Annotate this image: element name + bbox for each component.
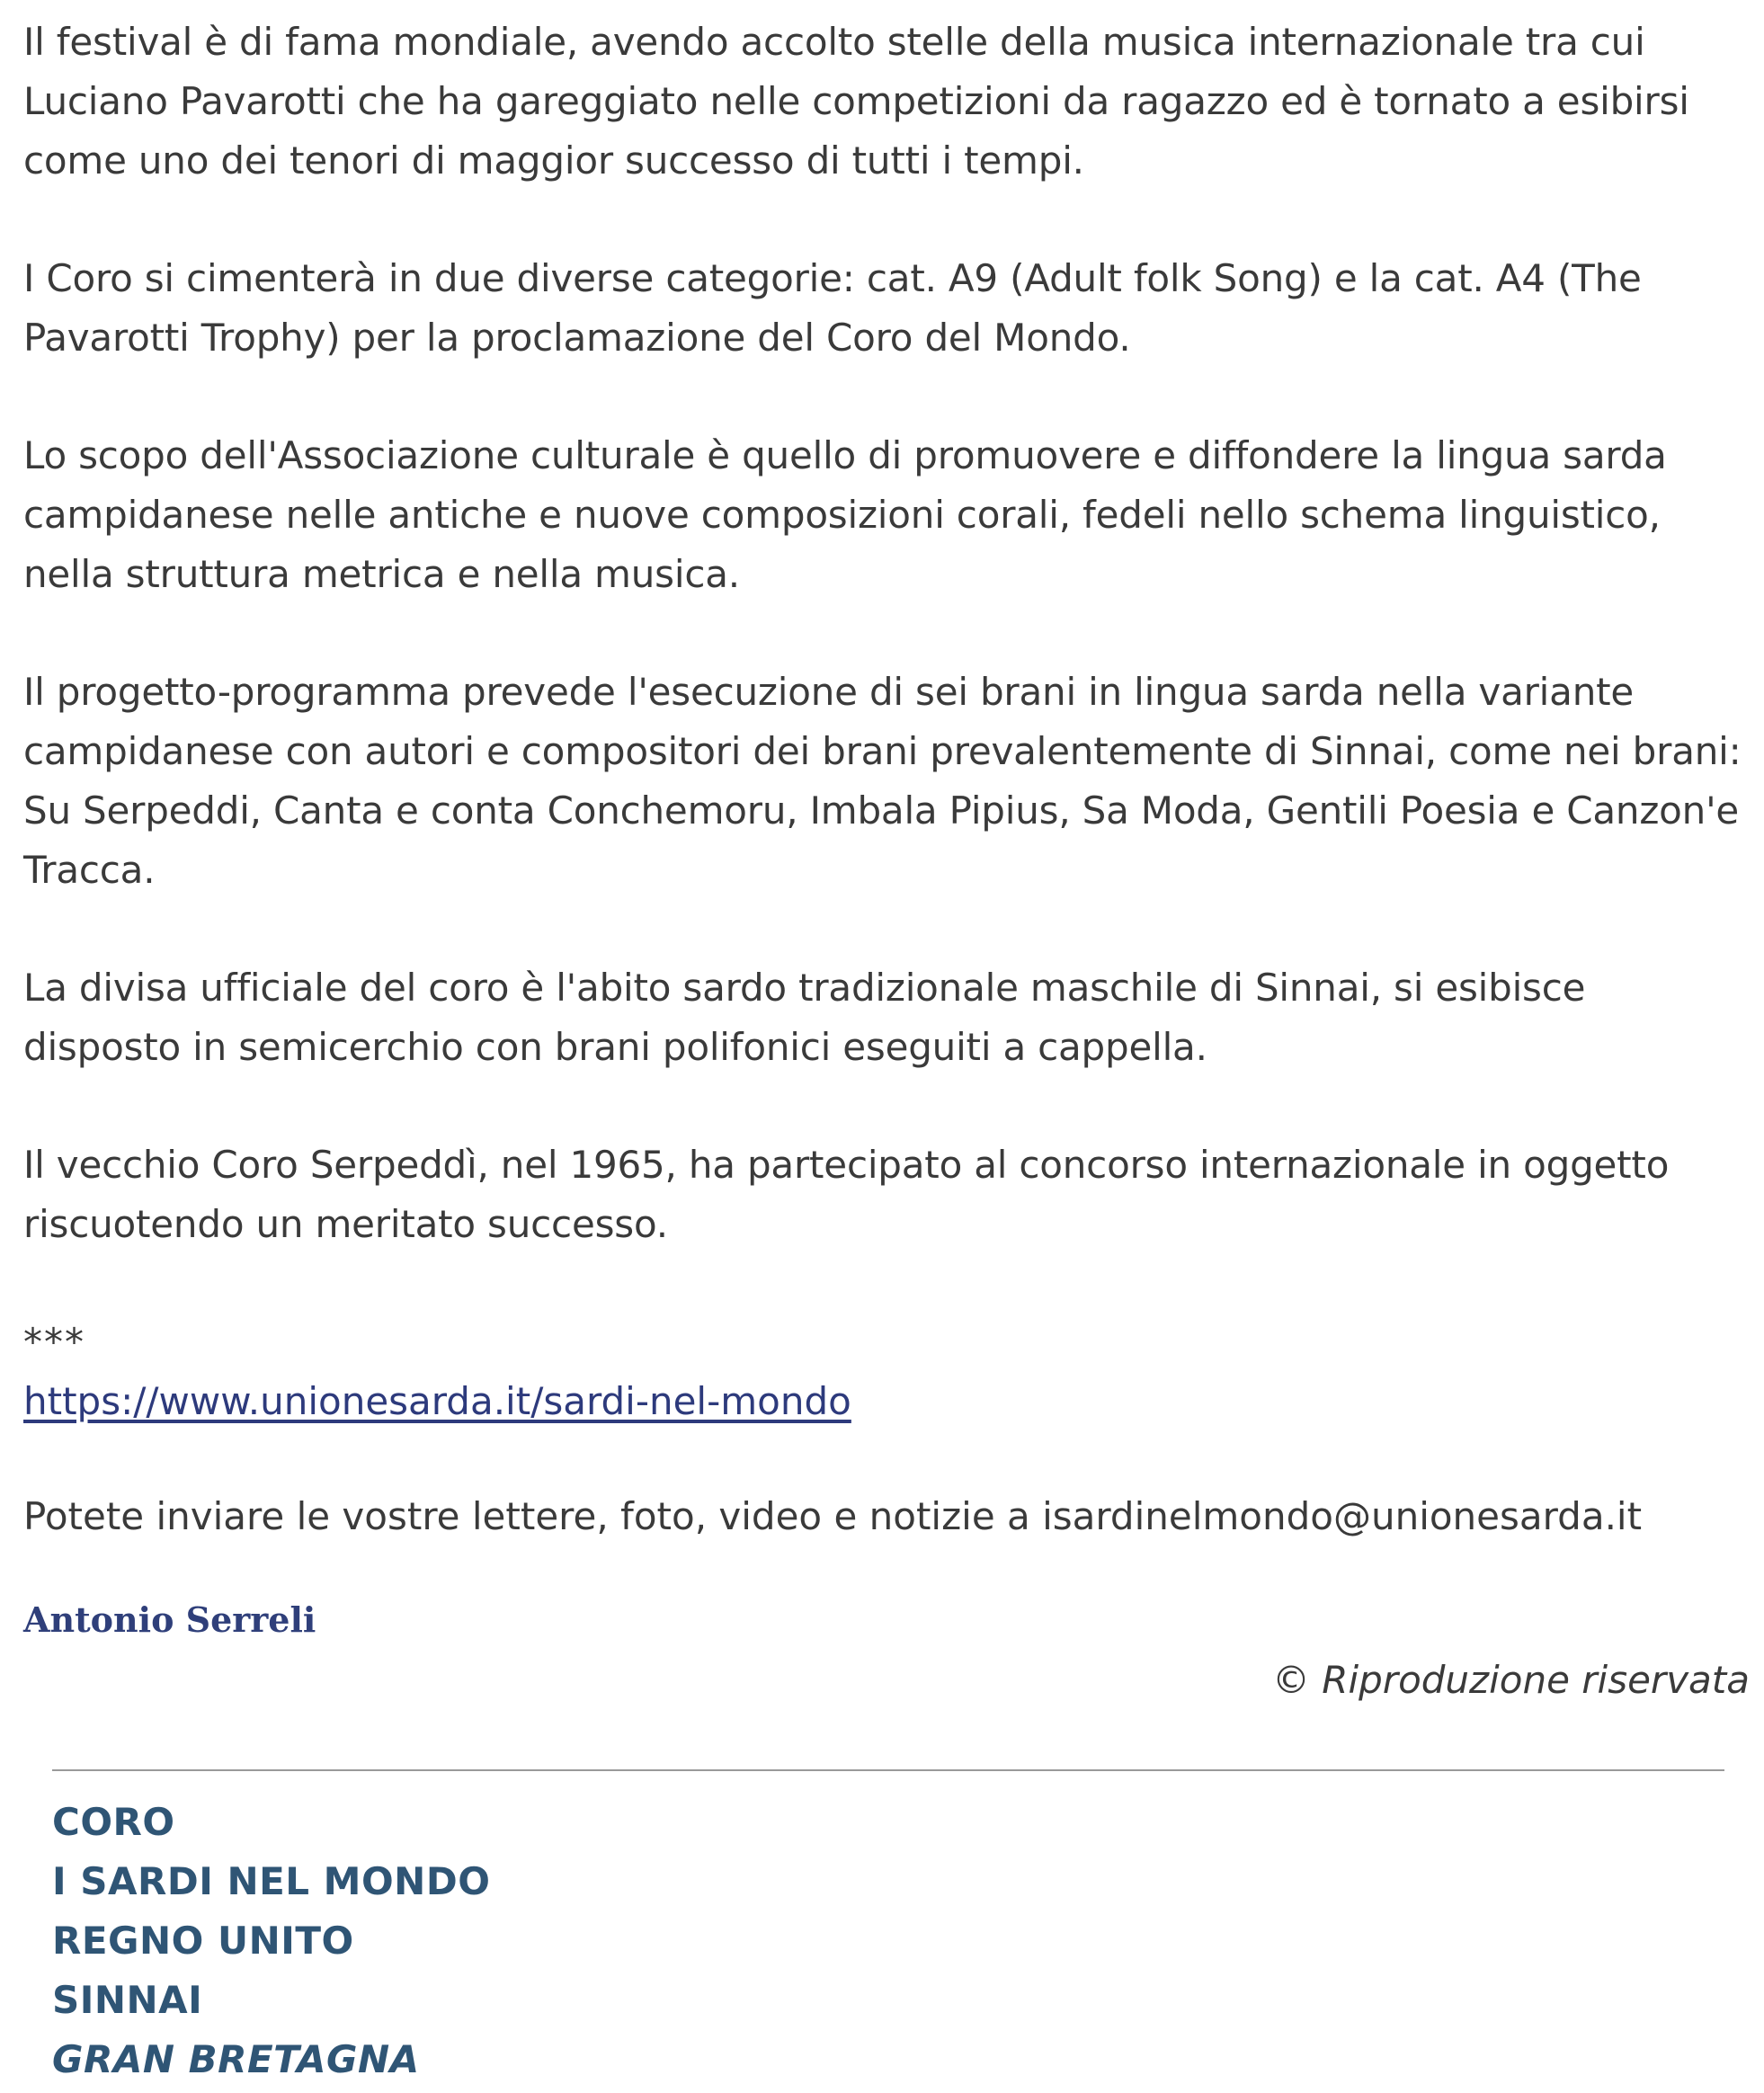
contact-paragraph: Potete inviare le vostre lettere, foto, video e notizie a isardinelmondo@unionesarda.it [23,1494,1643,1538]
paragraph-history: Il vecchio Coro Serpeddì, nel 1965, ha partecipato al concorso internazionale in oggetto riscuotendo un meritato successo. [23,1143,1670,1246]
separator-stars: *** [23,1320,85,1364]
tag-regno-unito[interactable]: REGNO UNITO [52,1919,354,1963]
tag-gran-bretagna[interactable]: GRAN BRETAGNA [52,2037,420,2081]
paragraph-uniform: La divisa ufficiale del coro è l'abito sardo tradizionale maschile di Sinnai, si esibisce disposto in semicerchio con brani polifonici eseguiti a cappella. [23,966,1586,1069]
article-body [23,13,1750,1647]
tag-list [52,1793,490,2089]
paragraph-categories: I Coro si cimenterà in due diverse categorie: cat. A9 (Adult folk Song) e la cat. A4 (The Pavarotti Trophy) per la proclamazione del Coro del Mondo. [23,256,1642,360]
copyright-notice: © Riproduzione riservata [1271,1658,1750,1702]
author-name: Antonio Serreli [23,1599,316,1640]
paragraph-association-purpose: Lo scopo dell'Associazione culturale è quello di promuovere e diffondere la lingua sarda campidanese nelle antiche e nuove composizioni corali, fedeli nello schema linguistico, nella struttura metrica e nella musica. [23,433,1667,596]
paragraph-festival: Il festival è di fama mondiale, avendo accolto stelle della musica internazionale tra cui Luciano Pavarotti che ha gareggiato nelle competizioni da ragazzo ed è tornato a esibirsi come uno dei tenori di maggior successo di tutti i tempi. [23,20,1689,183]
tags-divider [52,1769,1724,1771]
sardi-nel-mondo-link[interactable]: https://www.unionesarda.it/sardi-nel-mondo [23,1379,851,1423]
tag-sardi-nel-mondo[interactable]: I SARDI NEL MONDO [52,1859,491,1903]
tag-coro[interactable]: CORO [52,1800,175,1844]
tag-sinnai[interactable]: SINNAI [52,1978,203,2022]
paragraph-program: Il progetto-programma prevede l'esecuzione di sei brani in lingua sarda nella variante campidanese con autori e compositori dei brani prevalentemente di Sinnai, come nei brani: Su Serpeddi, Canta e conta Conchemoru, Imbala Pipius, Sa Moda, Gentili Poesia e Canzon'e Tracca. [23,670,1742,892]
